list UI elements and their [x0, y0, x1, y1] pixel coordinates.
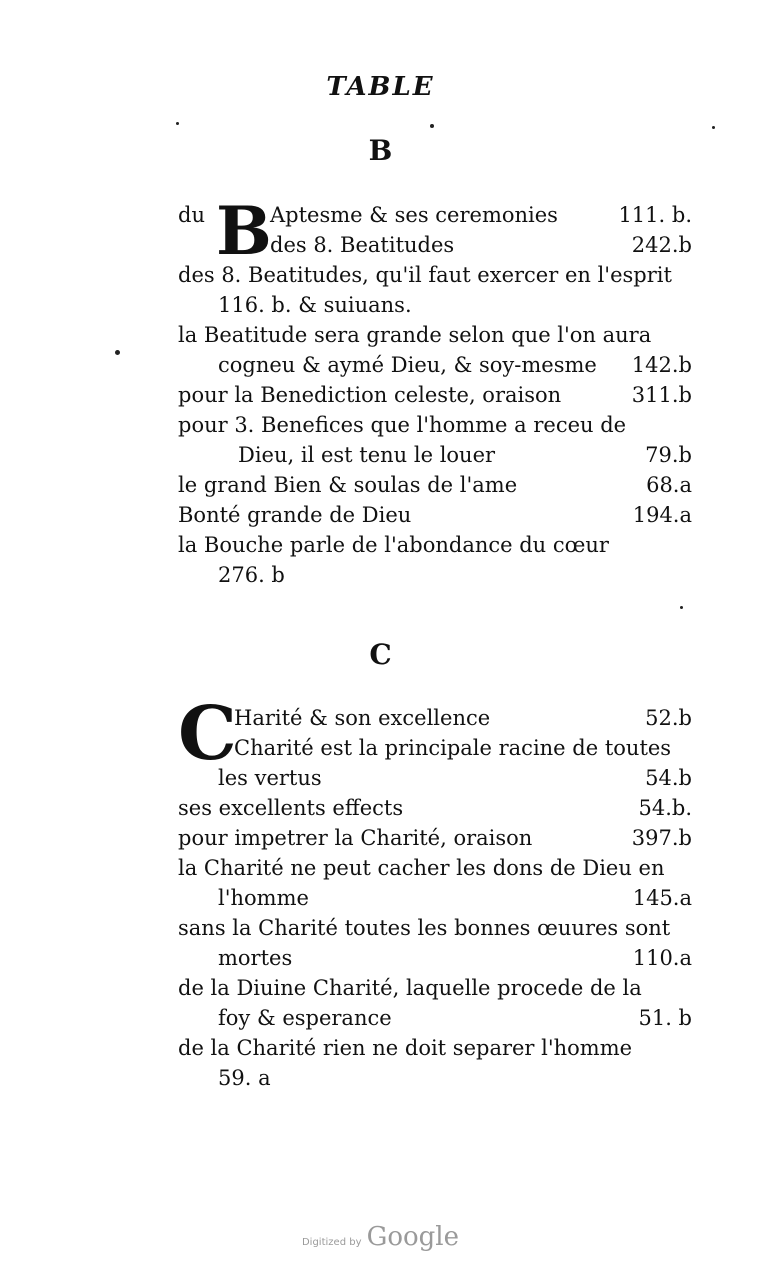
entry-page: 51. b — [638, 1006, 692, 1030]
entry-text: ses excellents effects — [178, 796, 404, 820]
index-entry — [178, 350, 692, 380]
entry-text: le grand Bien & soulas de l'ame — [178, 473, 518, 497]
index-entry — [178, 530, 692, 560]
entry-text: Dieu, il est tenu le louer — [238, 443, 496, 467]
digitized-label: Digitized by — [301, 1237, 362, 1248]
index-section-b — [178, 192, 692, 590]
entry-text: Charité est la principale racine de toutes — [234, 736, 672, 760]
entry-text: de la Diuine Charité, laquelle procede de la — [178, 976, 642, 1000]
entry-page: 194.a — [632, 503, 692, 527]
page-header-title: TABLE — [326, 72, 435, 102]
index-entry — [178, 823, 692, 853]
entry-text: sans la Charité toutes les bonnes œuures sont — [178, 916, 671, 940]
index-entry — [178, 380, 692, 410]
entry-text: la Beatitude sera grande selon que l'on aura — [178, 323, 652, 347]
entry-text: l'homme — [218, 886, 309, 910]
entry-page: 142.b — [631, 353, 692, 377]
index-entry — [178, 943, 692, 973]
index-entry-list — [178, 763, 692, 1093]
entry-text: mortes — [218, 946, 293, 970]
entry-prefix: du — [178, 203, 205, 227]
entry-page: 311.b — [631, 383, 692, 407]
entry-text: la Charité ne peut cacher les dons de Dieu en — [178, 856, 665, 880]
dropcap-b: B — [216, 192, 272, 270]
index-entry — [178, 560, 692, 590]
entry-page: 68.a — [646, 473, 692, 497]
index-entry — [178, 1033, 692, 1063]
index-entry — [178, 440, 692, 470]
entry-text: la Bouche parle de l'abondance du cœur — [178, 533, 609, 557]
entry-text: pour la Benediction celeste, oraison — [178, 383, 562, 407]
entry-text: cogneu & aymé Dieu, & soy-mesme — [218, 353, 597, 377]
entry-text: 116. b. & suiuans. — [218, 293, 412, 317]
index-entry — [178, 883, 692, 913]
ink-speck — [712, 126, 715, 129]
entry-text: des 8. Beatitudes — [270, 233, 455, 257]
index-entry — [178, 853, 692, 883]
ink-speck — [430, 124, 434, 128]
section-letter-c: C — [369, 638, 392, 671]
entry-page: 397.b — [631, 826, 692, 850]
ink-speck — [115, 350, 120, 355]
index-entry — [178, 290, 692, 320]
index-entry — [178, 973, 692, 1003]
entry-page: 79.b — [645, 443, 692, 467]
index-entry — [178, 500, 692, 530]
entry-text: les vertus — [218, 766, 322, 790]
entry-text: Aptesme & ses ceremonies — [270, 203, 558, 227]
index-entry — [178, 260, 692, 290]
index-entry — [178, 470, 692, 500]
ink-speck — [680, 606, 683, 609]
ink-speck — [176, 122, 179, 125]
entry-page: 52.b — [645, 706, 692, 730]
entry-text: de la Charité rien ne doit separer l'homme — [178, 1036, 633, 1060]
entry-page: 145.a — [632, 886, 692, 910]
entry-text: pour 3. Benefices que l'homme a receu de — [178, 413, 627, 437]
index-entry — [178, 1003, 692, 1033]
dropcap-c: C — [178, 691, 237, 777]
index-entry — [178, 733, 692, 763]
index-entry — [178, 793, 692, 823]
index-section-c — [178, 691, 692, 1093]
entry-text: foy & esperance — [218, 1006, 392, 1030]
entry-page: 54.b — [645, 766, 692, 790]
entry-page: 242.b — [631, 233, 692, 257]
entry-text: 59. a — [218, 1066, 271, 1090]
index-entry-list — [178, 260, 692, 590]
index-entry — [178, 320, 692, 350]
index-entry — [178, 1063, 692, 1093]
index-entry — [178, 230, 692, 260]
digitized-footer — [0, 1222, 761, 1252]
entry-page: 110.a — [632, 946, 692, 970]
entry-text: des 8. Beatitudes, qu'il faut exercer en l'esprit — [178, 263, 672, 287]
index-entry — [178, 410, 692, 440]
section-letter-b: B — [368, 134, 393, 167]
entry-page: 54.b. — [638, 796, 692, 820]
index-entry — [178, 763, 692, 793]
index-entry — [178, 913, 692, 943]
entry-page: 111. b. — [618, 203, 692, 227]
entry-text: 276. b — [218, 563, 285, 587]
entry-text: pour impetrer la Charité, oraison — [178, 826, 533, 850]
entry-text: Harité & son excellence — [234, 706, 491, 730]
google-logo: Google — [366, 1222, 459, 1252]
entry-text: Bonté grande de Dieu — [178, 503, 412, 527]
